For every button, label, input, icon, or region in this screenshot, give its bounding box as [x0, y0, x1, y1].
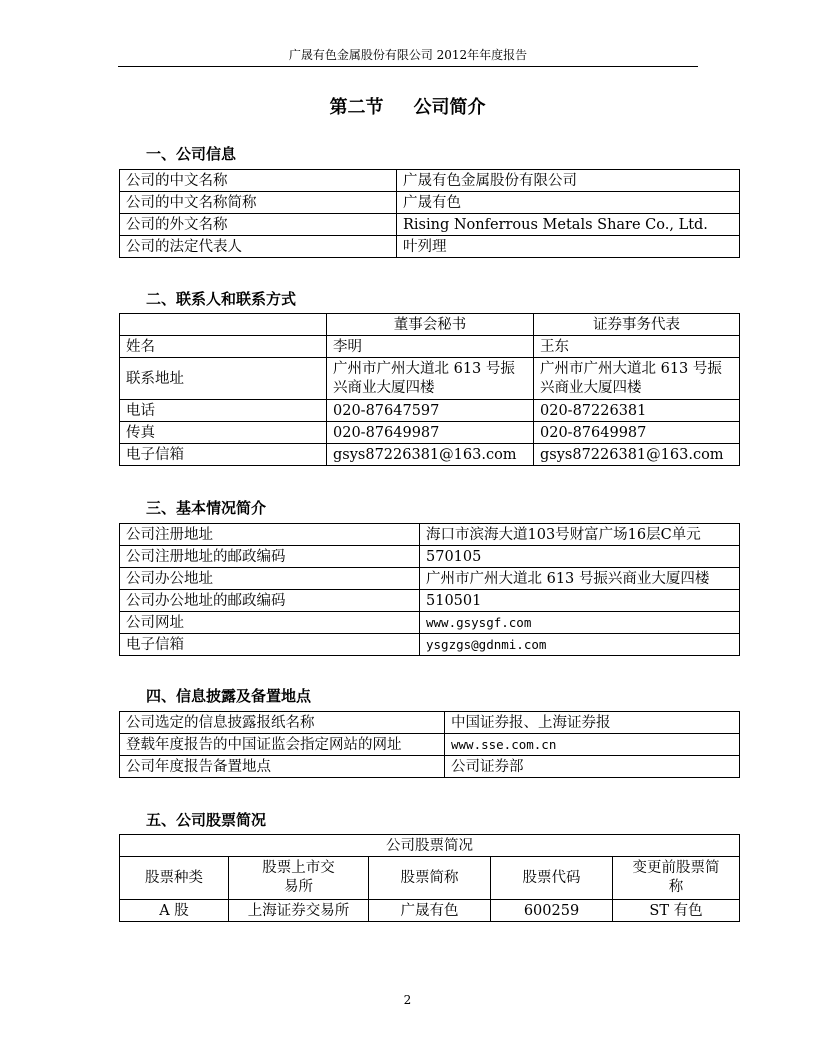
field-value: Rising Nonferrous Metals Share Co., Ltd. [397, 214, 740, 236]
heading-disclosure: 四、信息披露及备置地点 [146, 687, 312, 705]
field-value: gsys87226381@163.com [327, 444, 534, 466]
table-row [120, 192, 740, 214]
stock-type: A 股 [120, 900, 229, 922]
company-info-table [119, 169, 740, 258]
field-value: 李明 [327, 336, 534, 358]
stock-exchange: 上海证券交易所 [229, 900, 369, 922]
field-label: 电子信箱 [120, 634, 420, 656]
field-label: 公司的法定代表人 [120, 236, 397, 258]
field-label: 电话 [120, 400, 327, 422]
field-label: 公司的中文名称 [120, 170, 397, 192]
stock-code: 600259 [491, 900, 613, 922]
column-header: 变更前股票简称 [613, 857, 740, 900]
heading-stock-info: 五、公司股票简况 [146, 811, 267, 829]
field-value: 广州市广州大道北 613 号振兴商业大厦四楼 [420, 568, 740, 590]
table-row [120, 756, 740, 778]
table-row [120, 712, 740, 734]
field-label: 公司注册地址的邮政编码 [120, 546, 420, 568]
column-header: 股票种类 [120, 857, 229, 900]
field-value: 510501 [420, 590, 740, 612]
table-row [120, 444, 740, 466]
table-row [120, 358, 740, 400]
field-value: 020-87649987 [327, 422, 534, 444]
field-label: 公司网址 [120, 612, 420, 634]
section-number: 第二节 [329, 97, 384, 118]
table-row [120, 170, 740, 192]
table-row [120, 546, 740, 568]
field-label: 联系地址 [120, 358, 327, 400]
field-label: 公司办公地址 [120, 568, 420, 590]
field-label: 登载年度报告的中国证监会指定网站的网址 [120, 734, 445, 756]
column-header: 股票上市交易所 [229, 857, 369, 900]
field-label: 姓名 [120, 336, 327, 358]
field-label: 公司的中文名称简称 [120, 192, 397, 214]
website-link[interactable]: www.sse.com.cn [445, 734, 740, 756]
table-title-row [120, 835, 740, 857]
heading-contacts: 二、联系人和联系方式 [146, 290, 297, 308]
field-value: gsys87226381@163.com [534, 444, 740, 466]
field-value: 叶列理 [397, 236, 740, 258]
table-row [120, 612, 740, 634]
field-label: 公司选定的信息披露报纸名称 [120, 712, 445, 734]
field-value: 020-87226381 [534, 400, 740, 422]
table-row [120, 568, 740, 590]
field-value: 公司证券部 [445, 756, 740, 778]
website-link[interactable]: www.gsysgf.com [420, 612, 740, 634]
header-rule [118, 66, 698, 67]
stock-short-name: 广晟有色 [369, 900, 491, 922]
field-label: 电子信箱 [120, 444, 327, 466]
table-row [120, 236, 740, 258]
field-label: 公司年度报告备置地点 [120, 756, 445, 778]
field-value: 王东 [534, 336, 740, 358]
column-header: 股票代码 [491, 857, 613, 900]
heading-company-info: 一、公司信息 [146, 145, 237, 163]
table-header-row [120, 314, 740, 336]
field-value: 海口市滨海大道103号财富广场16层C单元 [420, 524, 740, 546]
former-short-name: ST 有色 [613, 900, 740, 922]
column-header: 股票简称 [369, 857, 491, 900]
table-row [120, 734, 740, 756]
section-name: 公司简介 [413, 97, 486, 118]
field-value: 广晟有色 [397, 192, 740, 214]
disclosure-table [119, 711, 740, 778]
table-row [120, 524, 740, 546]
email-link[interactable]: ysgzgs@gdnmi.com [420, 634, 740, 656]
table-header-row [120, 857, 740, 900]
contacts-table [119, 313, 740, 466]
column-header: 董事会秘书 [327, 314, 534, 336]
column-header: 证券事务代表 [534, 314, 740, 336]
section-title [0, 96, 815, 120]
page-number: 2 [403, 993, 412, 1007]
stock-info-table [119, 834, 740, 922]
field-value: 广州市广州大道北 613 号振兴商业大厦四楼 [327, 358, 534, 400]
table-row [120, 336, 740, 358]
field-value: 中国证券报、上海证券报 [445, 712, 740, 734]
field-value: 广晟有色金属股份有限公司 [397, 170, 740, 192]
table-row [120, 214, 740, 236]
field-label: 公司的外文名称 [120, 214, 397, 236]
field-value: 广州市广州大道北 613 号振兴商业大厦四楼 [534, 358, 740, 400]
running-header: 广晟有色金属股份有限公司 2012年年度报告 [288, 48, 528, 62]
table-row [120, 590, 740, 612]
table-row [120, 900, 740, 922]
heading-basic-info: 三、基本情况简介 [146, 499, 267, 517]
empty-cell [120, 314, 327, 336]
table-row [120, 400, 740, 422]
field-value: 020-87649987 [534, 422, 740, 444]
field-label: 公司注册地址 [120, 524, 420, 546]
table-row [120, 422, 740, 444]
field-value: 020-87647597 [327, 400, 534, 422]
field-value: 570105 [420, 546, 740, 568]
table-row [120, 634, 740, 656]
field-label: 传真 [120, 422, 327, 444]
table-title: 公司股票简况 [120, 835, 740, 857]
basic-info-table [119, 523, 740, 656]
field-label: 公司办公地址的邮政编码 [120, 590, 420, 612]
